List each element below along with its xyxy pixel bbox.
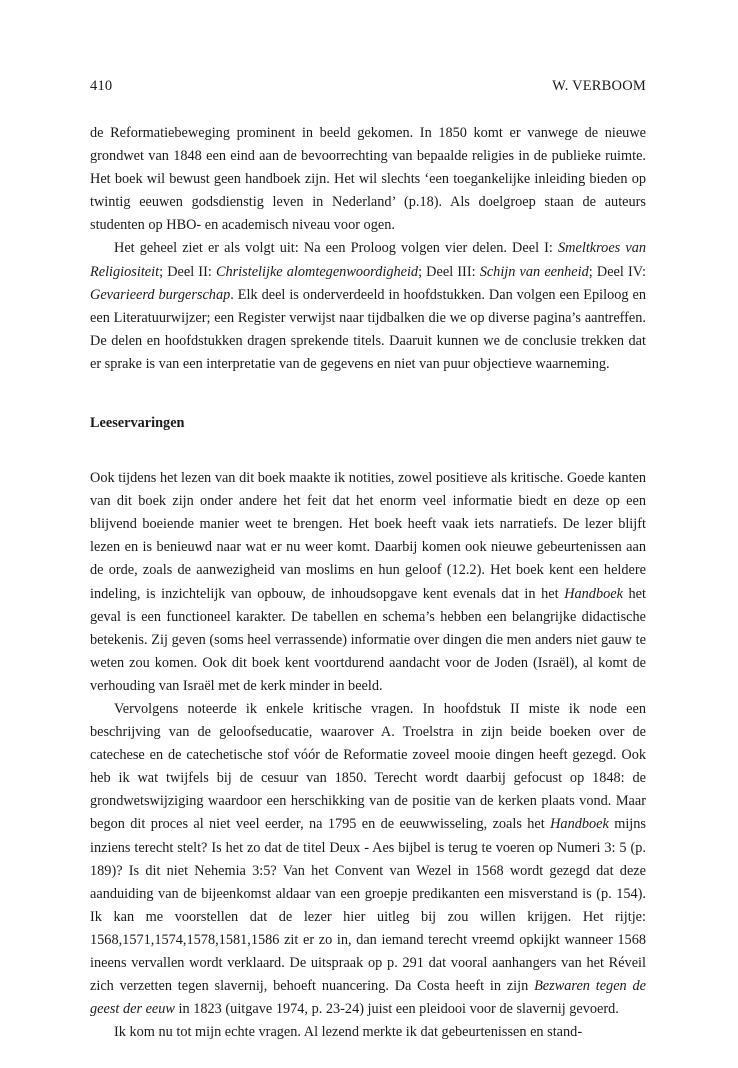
text-run: Ik kom nu tot mijn echte vragen. Al lezend merkte ik dat gebeurtenissen en stand- [114, 1024, 583, 1041]
paragraph [90, 122, 646, 237]
text-run: Vervolgens noteerde ik enkele kritische vragen. In hoofdstuk II miste ik node een beschrijving van de geloofseducatie, waarover A. Troelstra in zijn beide boeken over de catechese en de catechetische stof vóór de Reformatie zoveel mooie dingen heeft gezegd. Ook heb ik wat twijfels bij de cesuur van 1850. Terecht wordt daarbij gefocust op 1848: de grondwetswijziging waardoor een herschikking van de positie van de kerken plaats vond. Maar begon dit proces al niet veel eerder, na 1795 en de eeuwwisseling, zoals het [90, 700, 646, 833]
paragraph [90, 467, 646, 698]
text-run: ; Deel III: [418, 263, 480, 280]
italic-title: Bezwaren tegen de geest der eeuw [90, 978, 646, 1018]
text-run: . Elk deel is onderverdeeld in hoofdstukken. Dan volgen een Epiloog en een Literatuurwijzer; een Register verwijst naar tijdbalken die we op diverse pagina’s aantreffen. De delen en hoofdstukken dragen sprekende titels. Daaruit kunnen we de conclusie trekken dat er sprake is van een interpretatie van de gegevens en niet van puur objectieve waarneming. [90, 286, 646, 372]
paragraph [90, 698, 646, 1021]
italic-title: Handboek [564, 585, 623, 602]
paragraph [90, 1021, 646, 1044]
running-head-author: W. VERBOOM [552, 78, 646, 94]
page [90, 78, 646, 1044]
section-heading: Leeservaringen [90, 415, 185, 432]
italic-title: Handboek [550, 816, 609, 833]
book-part-title: Schijn van eenheid [479, 263, 589, 280]
running-head [90, 78, 646, 100]
book-part-title: Gevarieerd burgerschap [90, 286, 231, 303]
text-run: mijns inziens terecht stelt? Is het zo dat de titel Deux - Aes bijbel is terug te voeren op Numeri 3: 5 (p. 189)? Is dit niet Nehemia 3:5? Van het Convent van Wezel in 1568 wordt gezegd dat deze aanduiding van de bijeenkomst aldaar van een groepje predikanten een misverstand is (p. 154). Ik kan me voorstellen dat de lezer hier uitleg bij zou willen krijgen. Het rijtje: 1568,1571,1574,1578,1581,1586 zit er zo in, dan iemand terecht vreemd opkijkt wanneer 1568 ineens vervallen wordt verklaard. De uitspraak op p. 291 dat vooral aanhangers van het Réveil zich verzetten tegen slavernij, behoeft nuancering. Da Costa heeft in zijn [90, 816, 646, 995]
paragraph [90, 237, 646, 376]
text-run: ; Deel IV: [588, 263, 646, 280]
page-number: 410 [90, 78, 113, 94]
text-run: Het geheel ziet er als volgt uit: Na een Proloog volgen vier delen. Deel I: [114, 240, 559, 257]
book-part-title: Smeltkroes van Religiositeit [90, 240, 646, 280]
text-run: de Reformatiebeweging prominent in beeld gekomen. In 1850 komt er vanwege de nieuwe grondwet van 1848 een eind aan de bevoorrechting van bepaalde religies in de publieke ruimte. Het boek wil bewust geen handboek zijn. Het wil slechts ‘een toegankelijke inleiding bieden op twintig eeuwen godsdienstig leven in Nederland’ (p.18). Als doelgroep staan de auteurs studenten op HBO- en academisch niveau voor ogen. [90, 125, 646, 234]
text-run: het geval is een functioneel karakter. De tabellen en schema’s hebben een belangrijke didactische betekenis. Zij geven (soms heel verrassende) informatie over dingen die men anders niet gauw te weten zou komen. Ook dit boek kent voortdurend aandacht voor de Joden (Israël), al komt de verhouding van Israël met de kerk minder in beeld. [90, 585, 646, 694]
text-run: Ook tijdens het lezen van dit boek maakte ik notities, zowel positieve als kritische. Goede kanten van dit boek zijn onder andere het feit dat het enorm veel informatie biedt en deze op een blijvend boeiende manier weet te brengen. Het boek heeft vaak iets narratiefs. De lezer blijft lezen en is benieuwd naar wat er nu weer komt. Daarbij komen ook nieuwe gebeurtenissen aan de orde, zoals de aanwezigheid van moslims en hun geloof (12.2). Het boek kent een heldere indeling, is inzichtelijk van opbouw, de inhoudsopgave kent evenals dat in het [90, 470, 646, 602]
body-text [90, 122, 646, 1044]
text-run: in 1823 (uitgave 1974, p. 23-24) juist een pleidooi voor de slavernij gevoerd. [174, 1001, 619, 1018]
book-part-title: Christelijke alomtegenwoordigheid [215, 263, 419, 280]
text-run: ; Deel II: [159, 263, 216, 280]
